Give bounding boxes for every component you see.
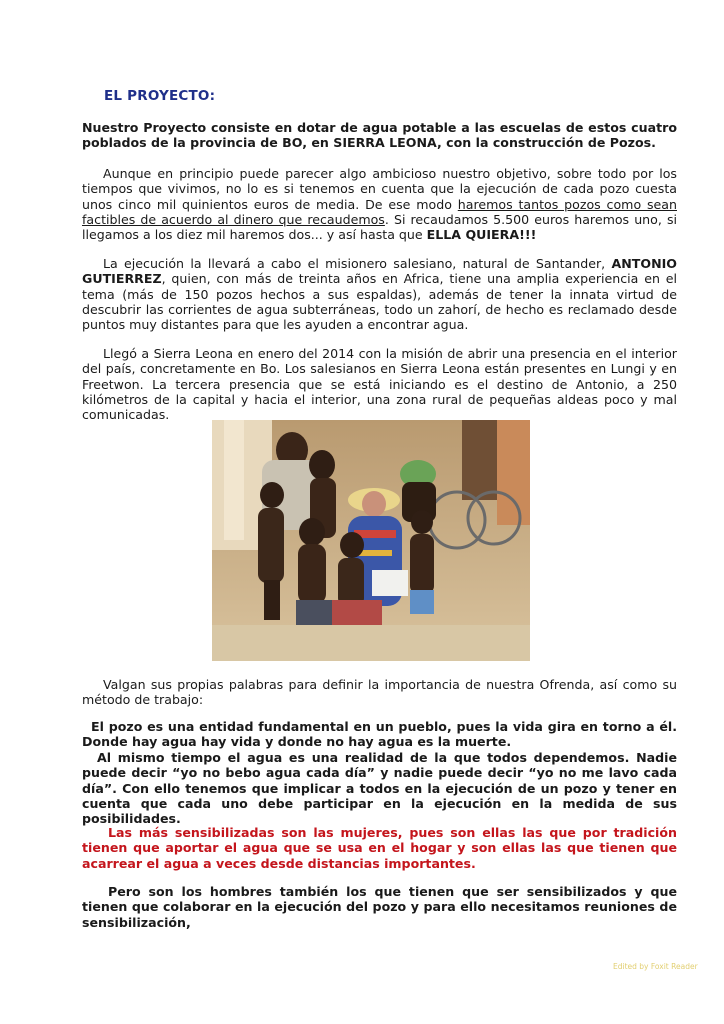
objective-underlined-text: haremos tantos pozos como sean factibles de acuerdo al dinero que recaudemos [82,196,677,227]
children-photo-illustration [212,420,530,661]
quote-3-text: Las más sensibilizadas son las mujeres, pues son ellas las que por tradición tienen que aportar el agua que se usa en el hogar y son ellas las que tienen que acarrear el agua a veces desde distancias importantes. [82,825,677,871]
missionary-name: ANTONIO GUTIERREZ [82,256,677,287]
sierra-leone-text: Llegó a Sierra Leona en enero del 2014 con la misión de abrir una presencia en el interior del país, concretamente en Bo. Los salesianos en Sierra Leona están presentes en Lungi y en Freetwon. La tercera presencia que se está iniciando es el destino de Antonio, a 250 kilómetros de la capital y hacia el interior, una zona rural de pequeñas aldeas poco y mal comunicadas. [82,346,677,423]
objective-text-b: . Si recaudamos 5.500 euros haremos uno, si llegamos a los diez mil haremos dos... y así hasta que [82,211,677,243]
quote-4-text: Pero son los hombres también los que tienen que ser sensibilizados y que tienen que colaborar en la ejecución del pozo y para ello necesitamos reuniones de sensibilización, [82,884,677,930]
introduction-to-quote [82,677,677,708]
quote-paragraph-3 [82,825,677,871]
sierra-leone-paragraph [82,346,677,422]
quote-1-text: El pozo es una entidad fundamental en un pueblo, pues la vida gira en torno a él. Donde hay agua hay vida y donde no hay agua es la muerte. [82,719,677,750]
objective-text-a: Aunque en principio puede parecer algo ambicioso nuestro objetivo, sobre todo por los tiempos que vivimos, no lo es si tenemos en cuenta que la ejecución de cada pozo cuesta unos cinco mil quinientos euros de media. De ese modo [82,166,677,212]
missionary-text-a: La ejecución la llevará a cabo el misionero salesiano, natural de Santander, [103,256,612,271]
footer-watermark: Edited by Foxit Reader [613,962,698,971]
introduction-to-quote-text: Valgan sus propias palabras para definir la importancia de nuestra Ofrenda, así como su método de trabajo: [82,677,677,708]
section-title: EL PROYECTO: [104,88,216,104]
objective-emphasis: ELLA QUIERA!!! [426,227,537,243]
intro-paragraph: Nuestro Proyecto consiste en dotar de agua potable a las escuelas de estos cuatro poblados de la provincia de BO, en SIERRA LEONA, con la construcción de Pozos. [82,120,677,151]
quote-2-text: Al mismo tiempo el agua es una realidad de la que todos dependemos. Nadie puede decir “yo no bebo agua cada día” y nadie puede decir “yo no me lavo cada día”. Con ello tenemos que implicar a todos en la ejecución de un pozo y tener en cuenta que cada uno debe participar en la ejecución en la medida de sus posibilidades. [82,750,677,827]
children-photo [212,420,530,661]
missionary-paragraph [82,256,677,332]
objective-paragraph [82,166,677,242]
missionary-text-c: , quien, con más de treinta años en Africa, tiene una amplia experiencia en el tema (más de 150 pozos hechos a sus espaldas), además de tener la innata virtud de descubrir las corrientes de agua subterráneas, todo un zahorí, de hecho es reclamado desde puntos muy distantes para que les ayuden a encontrar agua. [82,271,677,333]
quote-paragraph-2 [82,750,677,826]
quote-paragraph-1 [82,719,677,750]
quote-paragraph-4 [82,884,677,930]
